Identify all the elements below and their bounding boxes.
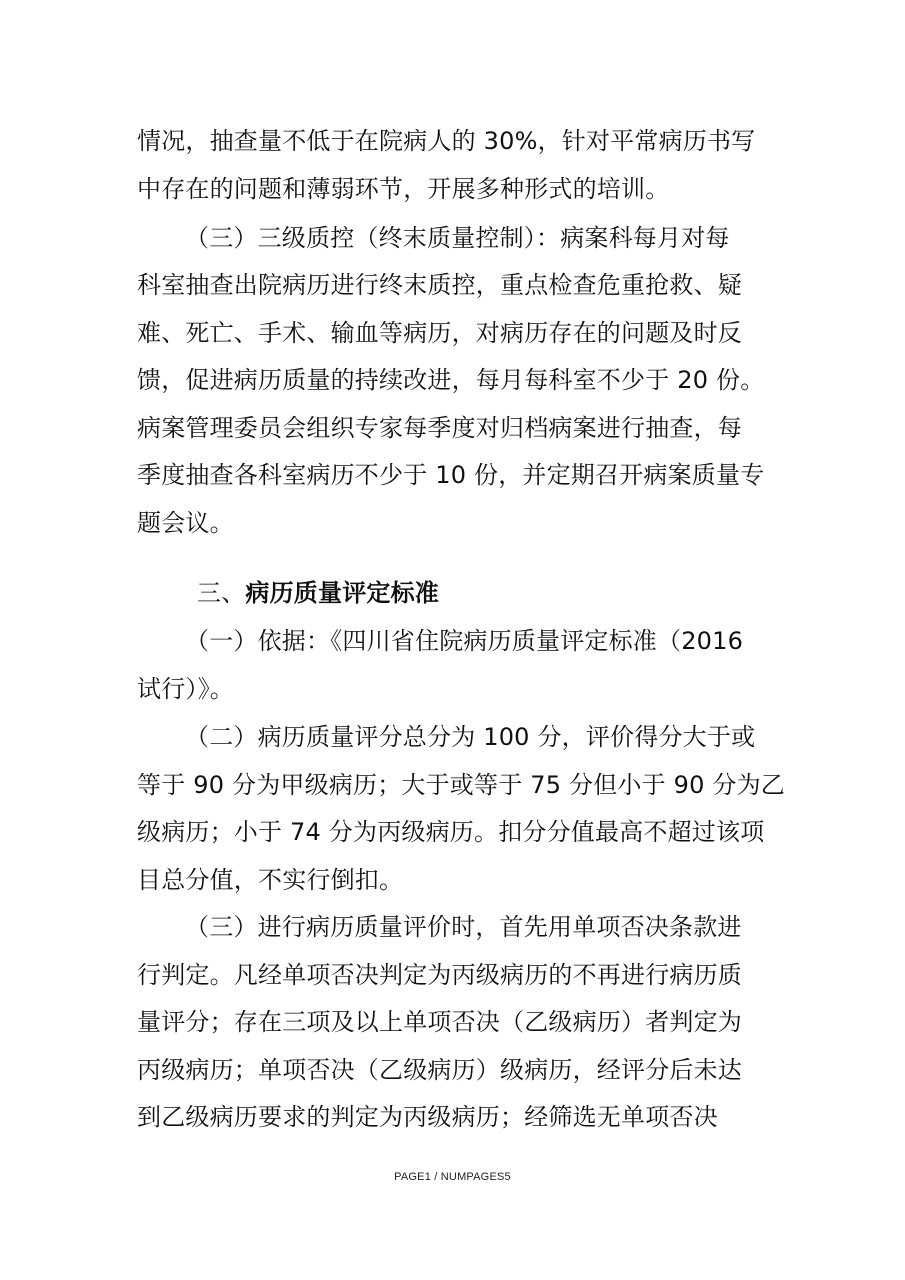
body-text-line: 到乙级病历要求的判定为丙级病历；经筛选无单项否决: [137, 1103, 718, 1131]
paragraph-first-line: （一）依据：《四川省住院病历质量评定标准（2016: [185, 627, 744, 655]
body-text-line: 试行）》。: [137, 675, 234, 703]
body-text-line: 等于 90 分为甲级病历；大于或等于 75 分但小于 90 分为乙: [137, 771, 785, 799]
page-number-footer: PAGE1 / NUMPAGES5: [394, 1171, 511, 1183]
body-text-line: 情况，抽查量不低于在院病人的 30%，针对平常病历书写: [137, 127, 756, 155]
paragraph-first-line: （三）进行病历质量评价时，首先用单项否决条款进: [185, 913, 742, 941]
body-text-line: 目总分值，不实行倒扣。: [137, 866, 404, 894]
body-text-line: 馈，促进病历质量的持续改进，每月每科室不少于 20 份。: [137, 366, 765, 394]
body-text-line: 科室抽查出院病历进行终末质控，重点检查危重抢救、疑: [137, 271, 742, 299]
body-text-line: 行判定。凡经单项否决判定为丙级病历的不再进行病历质: [137, 961, 742, 989]
section-heading: [197, 578, 439, 608]
body-text-line: 级病历；小于 74 分为丙级病历。扣分分值最高不超过该项: [137, 818, 765, 846]
body-text-line: 中存在的问题和薄弱环节，开展多种形式的培训。: [137, 175, 670, 203]
section-number: 三、: [197, 579, 246, 607]
body-text-line: 难、死亡、手术、输血等病历，对病历存在的问题及时反: [137, 319, 742, 347]
paragraph-first-line: （三）三级质控（终末质量控制）：病案科每月对每: [185, 224, 730, 252]
body-text-line: 季度抽查各科室病历不少于 10 份，并定期召开病案质量专: [137, 461, 765, 489]
body-text-line: 丙级病历；单项否决（乙级病历）级病历，经评分后未达: [137, 1056, 742, 1084]
body-text-line: 病案管理委员会组织专家每季度对归档病案进行抽查，每: [137, 414, 742, 442]
body-text-line: 量评分；存在三项及以上单项否决（乙级病历）者判定为: [137, 1008, 742, 1036]
paragraph-first-line: （二）病历质量评分总分为 100 分，评价得分大于或: [185, 723, 756, 751]
section-title: 病历质量评定标准: [245, 579, 440, 607]
body-text-line: 题会议。: [137, 509, 234, 537]
